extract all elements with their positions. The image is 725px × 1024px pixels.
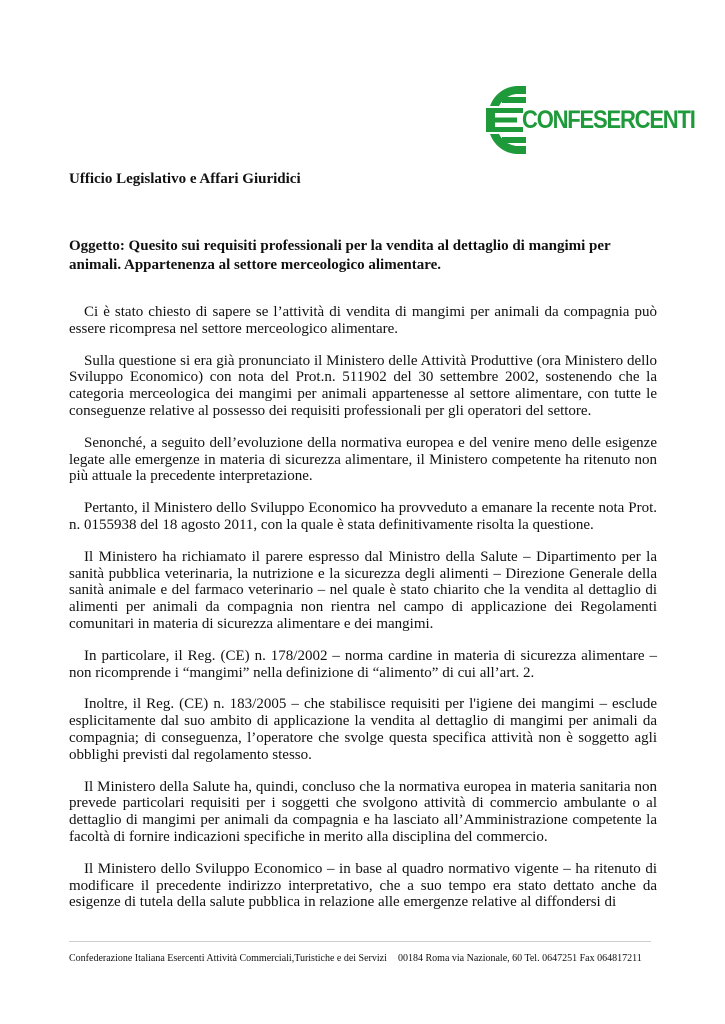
paragraph: Inoltre, il Reg. (CE) n. 183/2005 – che stabilisce requisiti per l'igiene dei mangimi – esclude esplicitamente dal suo ambito di applicazione la vendita al dettaglio di mangimi per animali da compagnia; di conseguenza, l’operatore che svolge questa specifica attività non è soggetto agli obblighi previsti dal regolamento stesso. bbox=[69, 696, 657, 763]
paragraph: Il Ministero dello Sviluppo Economico – in base al quadro normativo vigente – ha ritenuto di modificare il precedente indirizzo interpretativo, che a suo tempo era stato dettato anche da esigenze di tutela della salute pubblica in relazione alle emergenze relative al diffondersi di bbox=[69, 860, 657, 911]
office-heading: Ufficio Legislativo e Affari Giuridici bbox=[69, 171, 301, 187]
footer-contacts: 00184 Roma via Nazionale, 60 Tel. 0647251 Fax 064817211 bbox=[398, 953, 642, 964]
paragraph: Senonché, a seguito dell’evoluzione della normativa europea e del venire meno delle esigenze legate alle emergenze in materia di sicurezza alimentare, il Ministero competente ha ritenuto non più attuale la precedente interpretazione. bbox=[69, 434, 657, 485]
paragraph: In particolare, il Reg. (CE) n. 178/2002 – norma cardine in materia di sicurezza alimentare – non ricomprende i “mangimi” nella definizione di “alimento” di cui all’art. 2. bbox=[69, 647, 657, 681]
page-footer bbox=[69, 953, 659, 964]
confesercenti-logo bbox=[482, 84, 695, 156]
letter-body bbox=[69, 304, 657, 926]
paragraph: Il Ministero ha richiamato il parere espresso dal Ministro della Salute – Dipartimento per la sanità pubblica veterinaria, la nutrizione e la sicurezza degli alimenti – Direzione Generale della sanità animale e del farmaco veterinario – nel quale è stato chiarito che la vendita al dettaglio di alimenti per animali da compagnia non rientra nel campo di applicazione dei Regolamenti comunitari in materia di sicurezza alimentare e dei mangimi. bbox=[69, 548, 657, 632]
paragraph: Pertanto, il Ministero dello Sviluppo Economico ha provveduto a emanare la recente nota Prot. n. 0155938 del 18 agosto 2011, con la quale è stata definitivamente risolta la questione. bbox=[69, 500, 657, 533]
subject-heading: Oggetto: Quesito sui requisiti professionali per la vendita al dettaglio di mangimi per animali. Appartenenza al settore merceologico alimentare. bbox=[69, 238, 611, 273]
footer-organization: Confederazione Italiana Esercenti Attività Commerciali,Turistiche e dei Servizi bbox=[69, 953, 387, 964]
paragraph: Ci è stato chiesto di sapere se l’attività di vendita di mangimi per animali da compagnia può essere ricompresa nel settore merceologico alimentare. bbox=[69, 304, 657, 337]
logo-wordmark: CONFESERCENTI bbox=[522, 105, 695, 134]
paragraph: Sulla questione si era già pronunciato il Ministero delle Attività Produttive (ora Ministero dello Sviluppo Economico) con nota del Prot.n. 511902 del 30 settembre 2002, sostenendo che la categoria merceologica dei mangimi per animali appartenesse al settore alimentare, con tutte le conseguenze relative al possesso dei requisiti professionali per gli operatori del settore. bbox=[69, 352, 657, 419]
paragraph: Il Ministero della Salute ha, quindi, concluso che la normativa europea in materia sanitaria non prevede particolari requisiti per i soggetti che svolgono attività di commercio ambulante o al dettaglio di mangimi per animali da compagnia e ha lasciato all’Amministrazione competente la facoltà di fornire indicazioni specifiche in merito alla disciplina del commercio. bbox=[69, 778, 657, 845]
footer-divider bbox=[69, 941, 651, 942]
